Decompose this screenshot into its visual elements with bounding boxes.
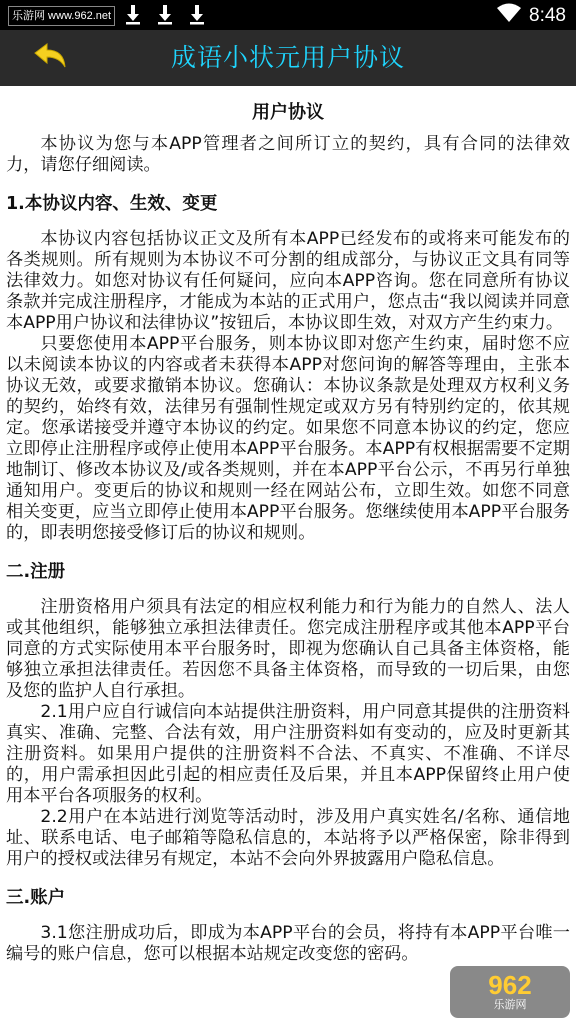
intro-paragraph: 本协议为您与本APP管理者之间所订立的契约，具有合同的法律效力，请您仔细阅读。 bbox=[6, 134, 570, 175]
section-paragraph: 2.1用户应自行诚信向本站提供注册资料，用户同意其提供的注册资料真实、准确、完整、合法有效，用户注册资料如有变动的，应及时更新其注册资料。如果用户提供的注册资料不合法、不真实、不准确、不详尽的，用户需承担因此引起的相应责任及后果，并且本APP保留终止用户使用本平台各项服务的权利。 bbox=[6, 702, 570, 806]
corner-watermark-logo bbox=[450, 966, 570, 1018]
section-paragraph: 本协议内容包括协议正文及所有本APP已经发布的或将来可能发布的各类规则。所有规则为本协议不可分割的组成部分，与协议正文具有同等法律效力。如您对协议有任何疑问，应向本APP咨询。您在同意所有协议条款并完成注册程序，才能成为本站的正式用户，您点击“我以阅读并同意本APP用户协议和法律协议”按钮后，本协议即生效，对双方产生约束力。 bbox=[6, 229, 570, 333]
section-paragraph: 2.2用户在本站进行浏览等活动时，涉及用户真实姓名/名称、通信地址、联系电话、电子邮箱等隐私信息的，本站将予以严格保密，除非得到用户的授权或法律另有规定，本站不会向外界披露用户隐私信息。 bbox=[6, 807, 570, 869]
section-heading: 二.注册 bbox=[6, 562, 66, 582]
section-paragraph: 3.1您注册成功后，即成为本APP平台的会员，将持有本APP平台唯一编号的账户信息，您可以根据本站规定改变您的密码。 bbox=[6, 923, 570, 964]
watermark-number: 962 bbox=[488, 970, 532, 1000]
status-time: 8:48 bbox=[529, 4, 566, 26]
download-icon bbox=[185, 5, 211, 27]
download-icon bbox=[153, 5, 179, 27]
status-right bbox=[497, 3, 566, 28]
watermark-text: 乐游网 bbox=[493, 999, 527, 1011]
section-paragraph: 只要您使用本APP平台服务，则本协议即对您产生约束，届时您不应以未阅读本协议的内容或者未获得本APP对您问询的解答等理由，主张本协议无效，或要求撤销本协议。您确认：本协议条款是处理双方权利义务的契约，始终有效，法律另有强制性规定或双方另有特别约定的，依其规定。您承诺接受并遵守本协议的约定。如果您不同意本协议的约定，您应立即停止注册程序或停止使用本APP平台服务。本APP有权根据需要不定期地制订、修改本协议及/或各类规则，并在本APP平台公示，不再另行单独通知用户。变更后的协议和规则一经在网站公布，立即生效。如您不同意相关变更，应当立即停止使用本APP平台服务。您继续使用本APP平台服务的，即表明您接受修订后的协议和规则。 bbox=[6, 334, 570, 543]
page-title: 成语小状元用户协议 bbox=[170, 43, 405, 72]
status-watermark: 乐游网 www.962.net bbox=[8, 6, 115, 26]
section-heading: 1.本协议内容、生效、变更 bbox=[6, 194, 218, 214]
status-left bbox=[8, 5, 211, 27]
status-bar bbox=[0, 0, 576, 30]
section-paragraph: 注册资格用户须具有法定的相应权利能力和行为能力的自然人、法人或其他组织，能够独立承担法律责任。您完成注册程序或其他本APP平台同意的方式实际使用本平台服务时，即视为您确认自己具备主体资格，能够独立承担法律责任。若因您不具备主体资格，而导致的一切后果，由您及您的监护人自行承担。 bbox=[6, 597, 570, 701]
agreement-content[interactable] bbox=[0, 86, 576, 1024]
document-title: 用户协议 bbox=[252, 102, 324, 123]
section-heading: 三.账户 bbox=[6, 888, 66, 908]
wifi-icon bbox=[497, 3, 521, 28]
download-icon bbox=[121, 5, 147, 27]
app-bar bbox=[0, 30, 576, 86]
